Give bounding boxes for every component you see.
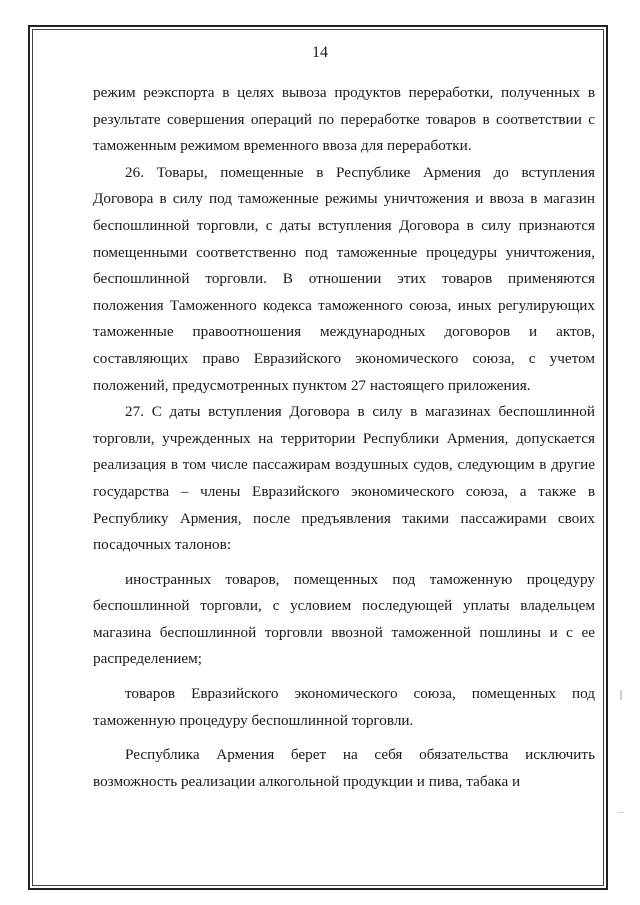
paragraph-item-26: 26. Товары, помещенные в Республике Армения до вступления Договора в силу под таможенные режимы уничтожения и ввоза в магазин беспошлинной торговли, с даты вступления Договора в силу признаются помещенными соответственно под таможенные процедуры уничтожения, беспошлинной торговли. В отношении этих товаров применяются положения Таможенного кодекса таможенного союза, иных регулирующих таможенные правоотношения международных договоров и актов, составляющих право Евразийского экономического союза, с учетом положений, предусмотренных пунктом 27 настоящего приложения.: [93, 163, 595, 394]
paragraph-item-27: 27. С даты вступления Договора в силу в магазинах беспошлинной торговли, учрежденных на территории Республики Армения, допускается реализация в том числе пассажирам воздушных судов, следующим в другие государства – члены Евразийского экономического союза, а также в Республику Армения, после предъявления такими пассажирами своих посадочных талонов:: [93, 403, 595, 554]
paragraph-foreign-goods: иностранных товаров, помещенных под таможенную процедуру беспошлинной торговли, с условием последующей уплаты владельцем магазина беспошлинной торговли ввозной таможенной пошлины и с ее распределением;: [93, 570, 595, 668]
paragraph-armenia-obligations: Республика Армения берет на себя обязательства исключить возможность реализации алкогольной продукции и пива, табака и: [93, 746, 595, 790]
paragraph-continuation: режим реэкспорта в целях вывоза продуктов переработки, полученных в результате совершения операций по переработке товаров в соответствии с таможенным режимом временного ввоза для переработки.: [93, 84, 595, 155]
scan-artifact-mark: [620, 690, 622, 700]
page-number: 14: [312, 44, 328, 61]
paragraph-eaeu-goods: товаров Евразийского экономического союза, помещенных под таможенную процедуру беспошлинной торговли.: [93, 685, 595, 729]
document-body: [93, 80, 595, 795]
scan-artifact-mark: [618, 812, 624, 813]
